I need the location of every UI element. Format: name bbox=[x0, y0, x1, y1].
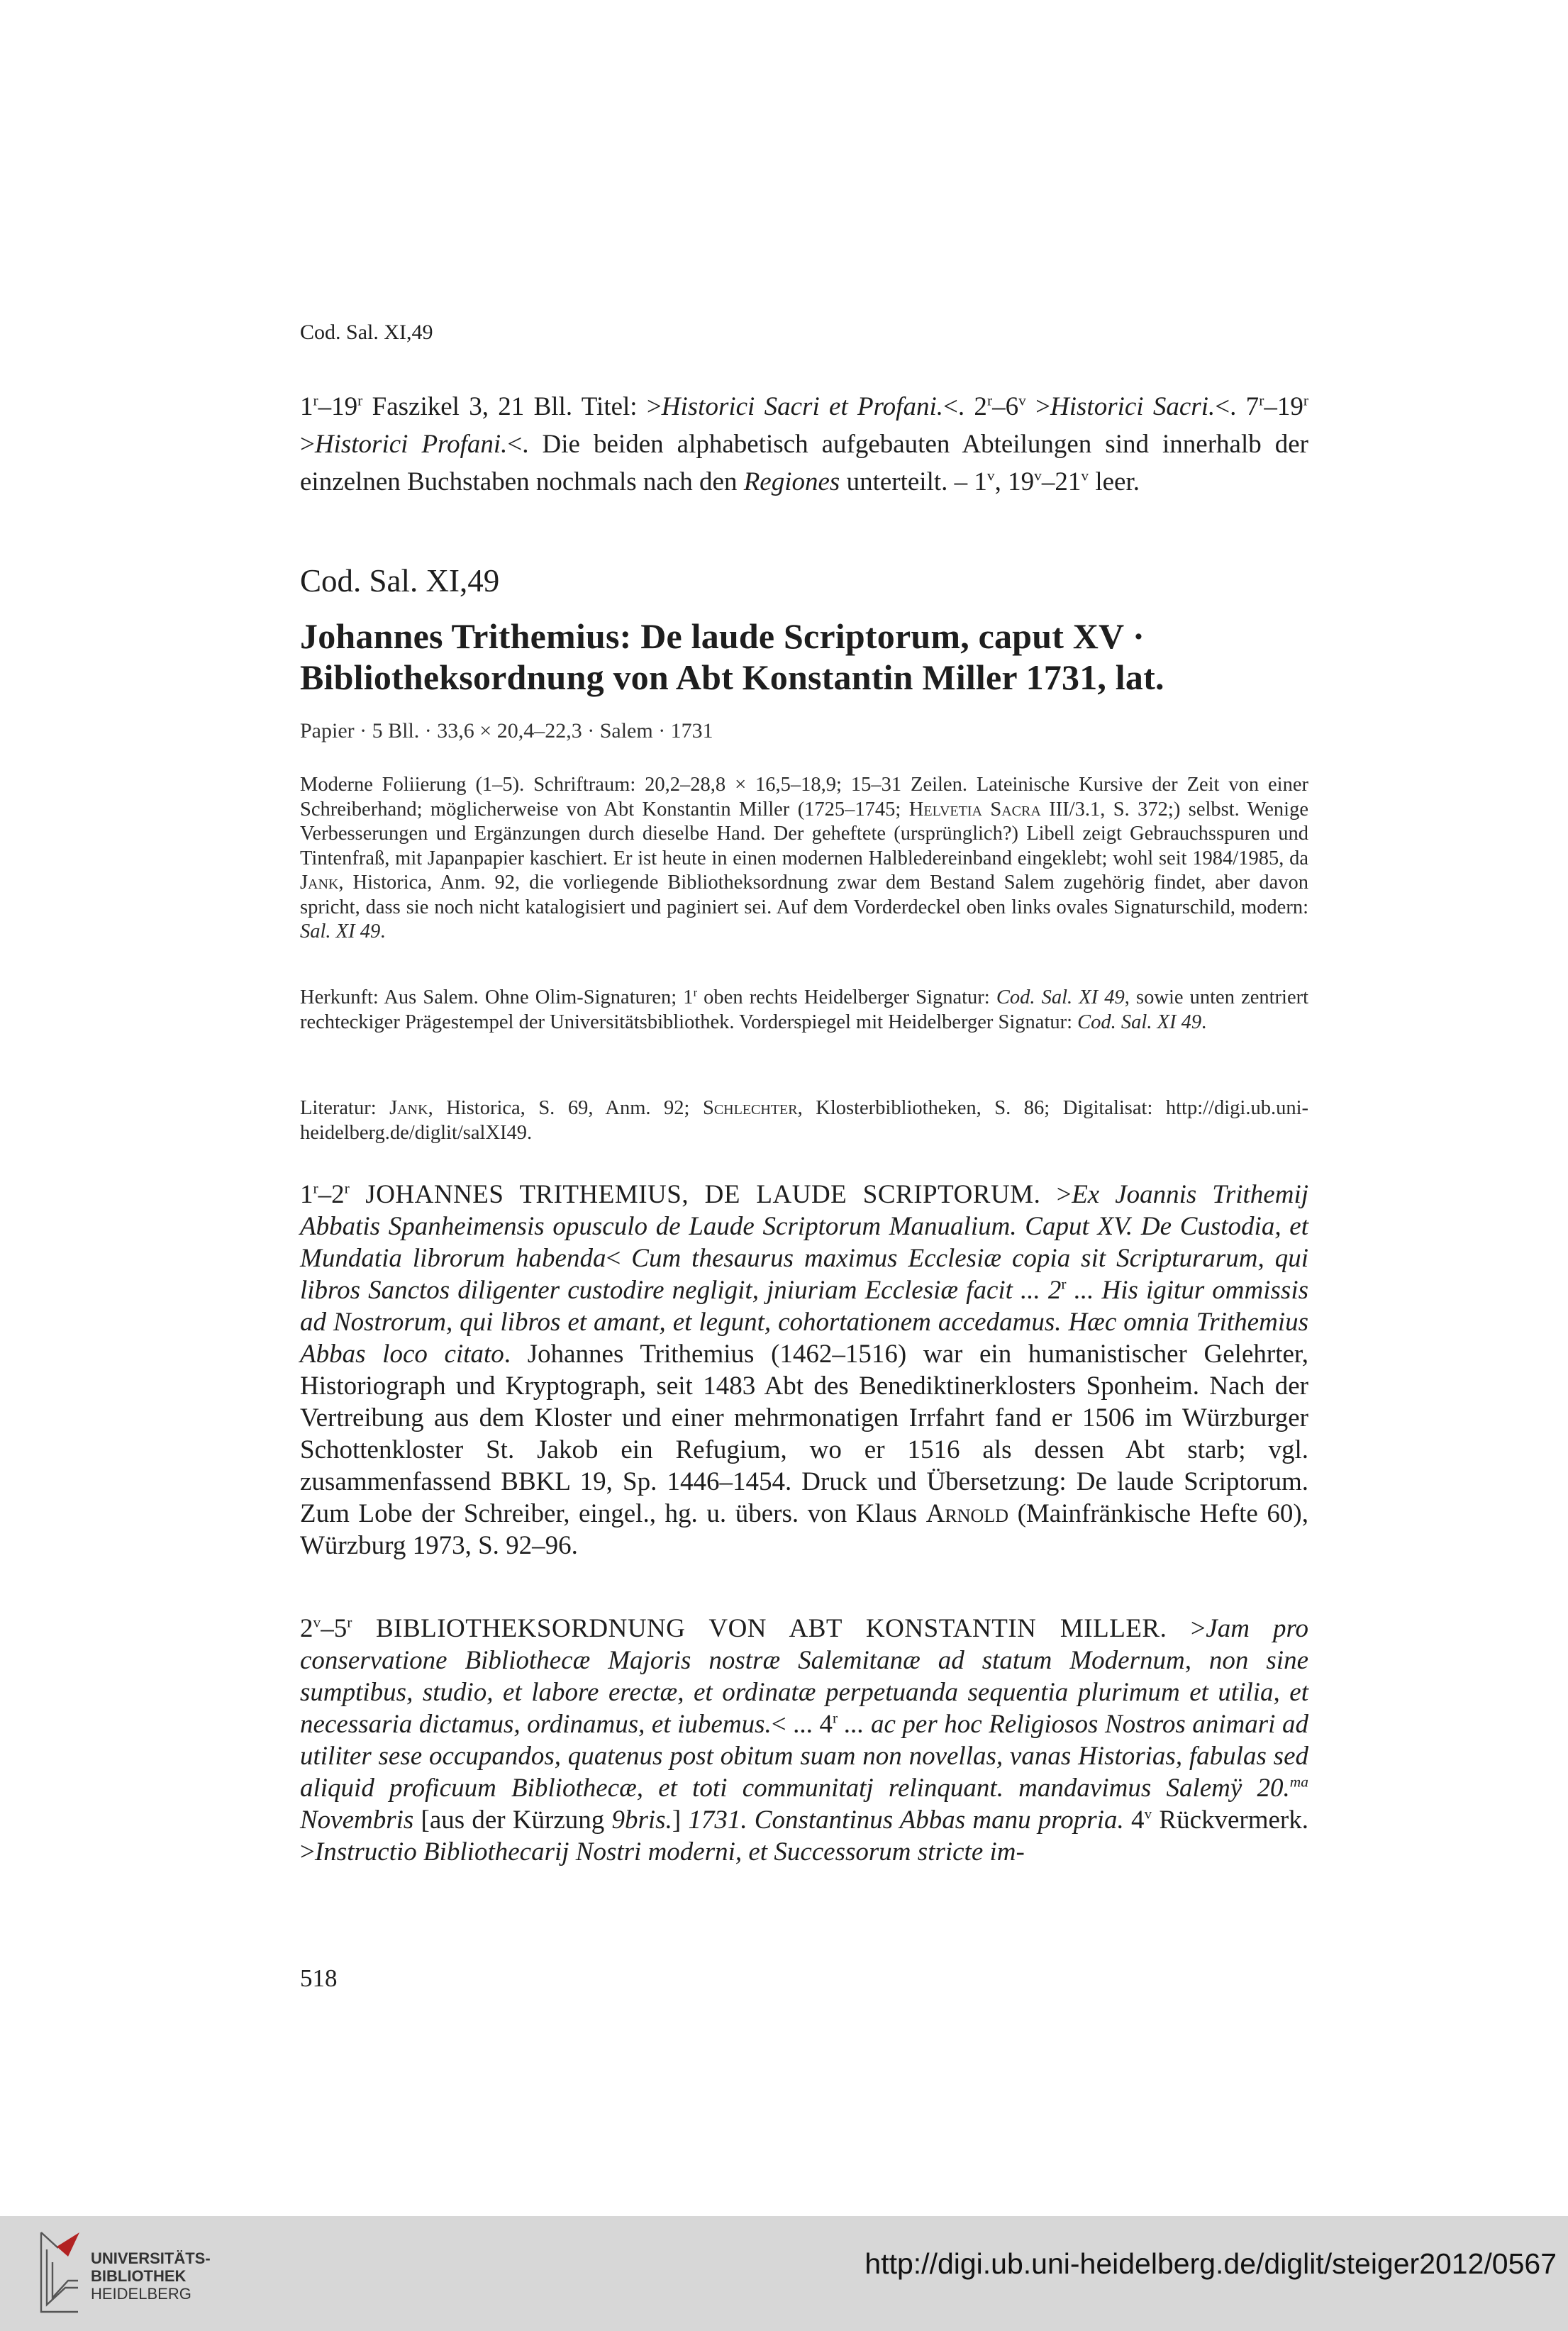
library-logo-text: UNIVERSITÄTS- BIBLIOTHEK HEIDELBERG bbox=[91, 2249, 211, 2303]
page-number: 518 bbox=[300, 1964, 338, 1992]
entry-trithemius: 1$^r$–2$^r$ JOHANNES TRITHEMIUS, DE LAUDE SCRIPTORUM. >Ex Joannis Trithemij Abbatis Spanheimensis opusculo de Laude Scriptorum Manualium. Caput XV. De Custodia, et Mundatia librorum habenda< Cum thesaurus maximus Ecclesiæ copia sit Scripturarum, qui libros Sanctos diligenter custodire negligit, jniuriam Ecclesiæ facit ... 2$^r$ ... His igitur ommissis ad Nostrorum, qui libros et amant, et legunt, cohortationem accedamus. Hæc omnia Trithemius Abbas loco citato. Johannes Trithemius (1462–1516) war ein humanistischer Gelehrter, Historiograph und Kryptograph, seit 1483 Abt des Benediktinerklosters Sponheim. Nach der Vertreibung aus dem Kloster und einer mehrmonatigen Irrfahrt fand er 1506 im Würzburger Schottenkloster St. Jakob ein Refugium, wo er 1516 als dessen Abt starb; vgl. zusammenfassend BBKL 19, Sp. 1446–1454. Druck und Übersetzung: De laude Scriptorum. Zum Lobe der Schreiber, eingel., hg. u. übers. von Klaus Arnold (Mainfränkische Hefte 60), Würzburg 1973, S. 92–96. bbox=[300, 1179, 1309, 1560]
footer-bar bbox=[0, 2216, 1568, 2331]
source-url[interactable]: http://digi.ub.uni-heidelberg.de/diglit/steiger2012/0567 bbox=[864, 2247, 1557, 2280]
entry-library-rules: 2$^v$–5$^r$ BIBLIOTHEKSORDNUNG VON ABT KONSTANTIN MILLER. >Jam pro conservatione Bibliothecæ Majoris nostræ Salemitanæ ad statum Modernum, non sine sumptibus, studio, et labore erectæ, et ordinatæ perpetuanda sequentia plurimum et utilia, et necessaria dictamus, ordinamus, et iubemus.< ... 4$^r$ ... ac per hoc Religiosos Nostros animari ad utiliter sese occupandos, quatenus post obitum suam non novellas, vanas Historias, fabulas sed aliquid proficuum Bibliothecæ, et toti communitatj relinquant. mandavimus Salemÿ 20.$^{ma}$ Novembris [aus der Kürzung 9bris.] 1731. Constantinus Abbas manu propria. 4$^v$ Rückvermerk. >Instructio Bibliothecarij Nostri moderni, et Successorum stricte im- bbox=[300, 1613, 1309, 1867]
codex-title: Johannes Trithemius: De laude Scriptorum, caput XV · Bibliotheksordnung von Abt Konstantin Miller 1731, lat. bbox=[300, 616, 1164, 697]
provenance-paragraph: Herkunft: Aus Salem. Ohne Olim-Signaturen; 1$^r$ oben rechts Heidelberger Signatur: Cod. Sal. XI 49, sowie unten zentriert rechteckiger Prägestempel der Universitätsbibliothek. Vorderspiegel mit Heidelberger Signatur: Cod. Sal. XI 49. bbox=[300, 985, 1309, 1033]
literature-paragraph: Literatur: Jank, Historica, S. 69, Anm. 92; Schlechter, Klosterbibliotheken, S. 86; Digitalisat: http://digi.ub.uni-heidelberg.de/diglit/salXI49. bbox=[300, 1097, 1308, 1144]
running-head: Cod. Sal. XI,49 bbox=[300, 321, 433, 344]
fascicle-paragraph: 1$^r$–19$^r$ Faszikel 3, 21 Bll. Titel: >Historici Sacri et Profani.<. $2^r-6^v$ >Historici Sacri.<. $7^r-19^r$ >Historici Profani.<. Die beiden alphabetisch aufgebauten Abteilungen sind innerhalb der einzelnen Buchstaben nochmals nach den Regiones unterteilt. – 1$^v$, 19$^v$–21$^v$ leer. bbox=[300, 391, 1308, 496]
physical-description: Papier · 5 Bll. · 33,6 × 20,4–22,3 · Salem · 1731 bbox=[300, 719, 713, 742]
description-paragraph: Moderne Foliierung (1–5). Schriftraum: 20,2–28,8 × 16,5–18,9; 15–31 Zeilen. Lateinische Kursive der Zeit von einer Schreiberhand; möglicherweise von Abt Konstantin Miller (1725–1745; Helvetia Sacra III/3.1, S. 372;) selbst. Wenige Verbesserungen und Ergänzungen durch dieselbe Hand. Der geheftete (ursprünglich?) Libell zeigt Gebrauchsspuren und Tintenfraß, mit Japanpapier kaschiert. Er ist heute in einen modernen Halbledereinband eingeklebt; wohl seit 1984/1985, da Jank, Historica, Anm. 92, die vorliegende Bibliotheksordnung zwar dem Bestand Salem zugehörig findet, aber davon spricht, dass sie noch nicht katalogisiert und paginiert sei. Auf dem Vorderdeckel oben links ovales Signaturschild, modern: Sal. XI 49. bbox=[300, 774, 1309, 942]
library-logo-icon bbox=[37, 2228, 82, 2316]
codex-heading: Cod. Sal. XI,49 bbox=[300, 563, 500, 599]
